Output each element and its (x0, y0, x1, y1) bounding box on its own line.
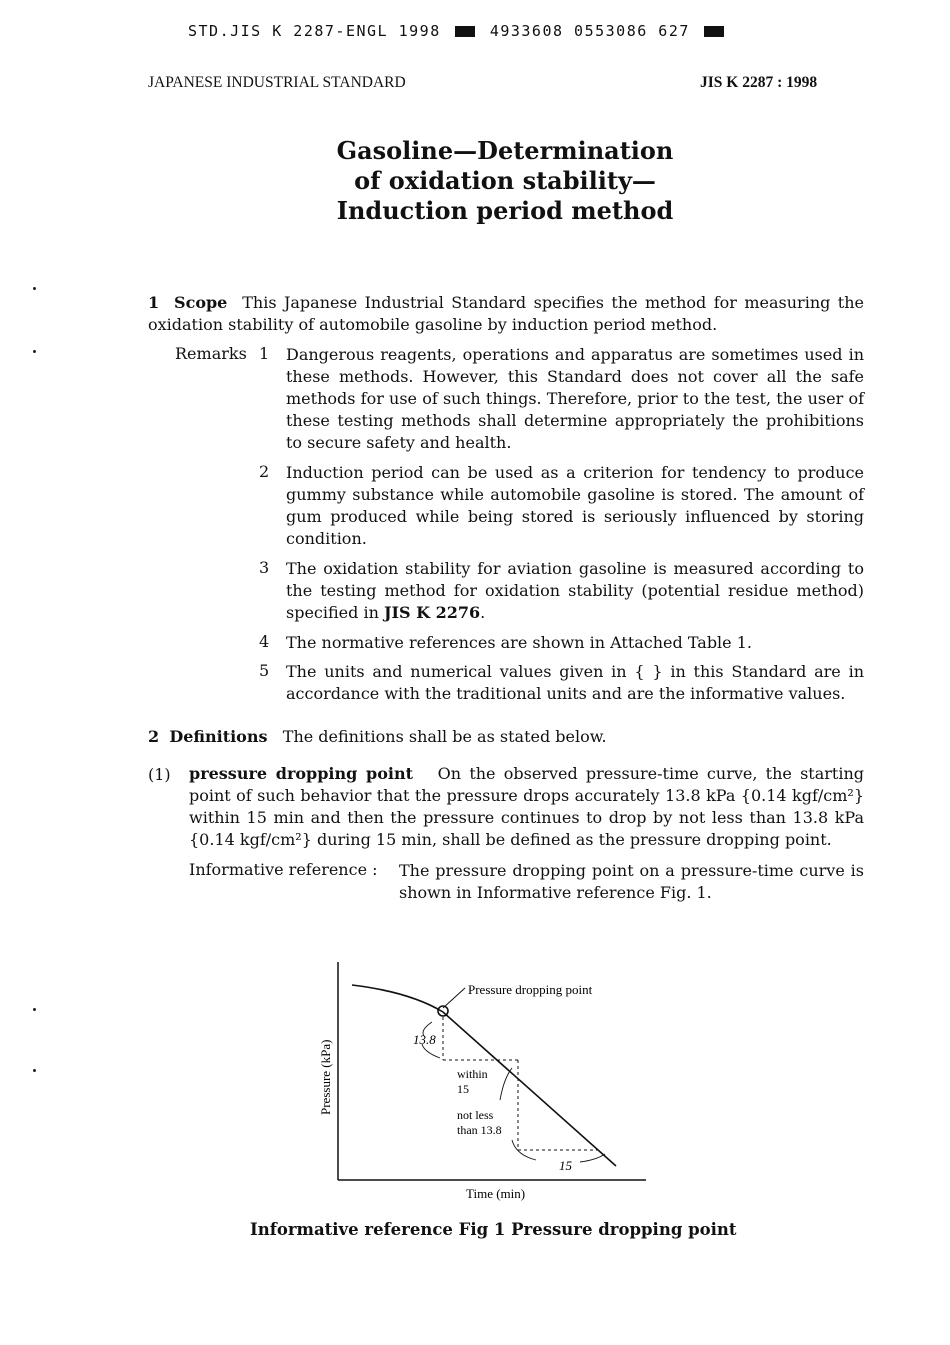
remark-text: Induction period can be used as a criterion for tendency to produce gummy substance while automobile gasoline is stored. The amount of gum produced while being stored is seriously influenced by storing condition. (286, 463, 864, 548)
remark-text: The normative references are shown in Attached Table 1. (286, 633, 752, 652)
stamp-mid: 4933608 0553086 627 (489, 22, 690, 40)
definition-text: On the observed pressure-time curve, the starting point of such behavior that the pressure drops accurately 13.8 kPa {0.14 kgf/cm²} within 15 min and then the pressure continues to drop by not less than 13.8 kPa {0.14 kgf/cm²} during 15 min, shall be defined as the pressure dropping point. (189, 764, 865, 849)
label-15a: 15 (457, 1082, 469, 1096)
label-than-13-8: than 13.8 (457, 1123, 502, 1137)
title-line-2: of oxidation stability— (354, 166, 656, 195)
informative-reference-text: The pressure dropping point on a pressure-time curve is shown in Informative reference Fig. 1. (399, 861, 864, 902)
header-standard-name: JAPANESE INDUSTRIAL STANDARD (148, 74, 406, 91)
remark-number: 4 (259, 632, 270, 651)
section-number: 2 (148, 727, 160, 746)
label-15b: 15 (559, 1158, 572, 1173)
title-line-1: Gasoline—Determination (336, 136, 674, 165)
reference-jis-k-2276: JIS K 2276 (383, 603, 481, 622)
section-number: 1 (148, 293, 160, 312)
header-standard-number: JIS K 2287 : 1998 (700, 74, 818, 91)
label-within: within (457, 1067, 488, 1081)
label-not-less: not less (457, 1108, 494, 1122)
x-axis-label: Time (min) (466, 1186, 526, 1201)
bracket-arc (580, 1154, 605, 1162)
informative-reference-label: Informative reference : (189, 860, 378, 879)
stamp-left: STD.JIS K 2287-ENGL 1998 (188, 22, 441, 40)
remark-text: Dangerous reagents, operations and apparatus are sometimes used in these methods. However, this Standard does not cover all the safe methods for use of such things. Therefore, prior to the test, the user of these testing methods shall determine appropriately the prohibitions to secure safety and health. (286, 345, 864, 452)
section-scope (148, 292, 864, 336)
figure-caption: Informative reference Fig 1 Pressure dropping point (250, 1220, 737, 1239)
definition-number: (1) (148, 765, 171, 784)
title-line-3: Induction period method (336, 196, 674, 225)
remark-text: The oxidation stability for aviation gasoline is measured according to the testing method for oxidation stability (potential residue method) specified in JIS K 2276. (286, 559, 864, 622)
margin-mark (33, 1008, 36, 1011)
remark-number: 3 (259, 558, 270, 577)
stamp-block (455, 26, 475, 37)
document-stamp (188, 22, 728, 40)
definition-pressure-dropping-point (189, 763, 864, 851)
page-title (200, 136, 810, 226)
definition-term: pressure dropping point (189, 764, 413, 783)
margin-mark (33, 350, 36, 353)
section-heading: Definitions (169, 727, 268, 746)
remark-number: 2 (259, 462, 270, 481)
section-text: This Japanese Industrial Standard specifies the method for measuring the oxidation stability of automobile gasoline by induction period method. (148, 293, 865, 334)
section-heading: Scope (174, 293, 228, 312)
point-label: Pressure dropping point (468, 982, 593, 997)
leader-line (443, 988, 465, 1008)
pressure-time-figure (300, 950, 660, 1210)
remark-number: 1 (259, 344, 270, 363)
stamp-block (704, 26, 724, 37)
remark-number: 5 (259, 661, 270, 680)
label-13-8: 13.8 (413, 1032, 436, 1047)
margin-mark (33, 287, 36, 290)
y-axis-label: Pressure (kPa) (318, 1039, 333, 1115)
section-definitions (148, 727, 607, 746)
margin-mark (33, 1069, 36, 1072)
section-text: The definitions shall be as stated below. (282, 727, 607, 746)
remark-text: The units and numerical values given in { } in this Standard are in accordance with the traditional units and are the informative values. (286, 662, 864, 703)
remarks-label: Remarks (175, 344, 247, 363)
